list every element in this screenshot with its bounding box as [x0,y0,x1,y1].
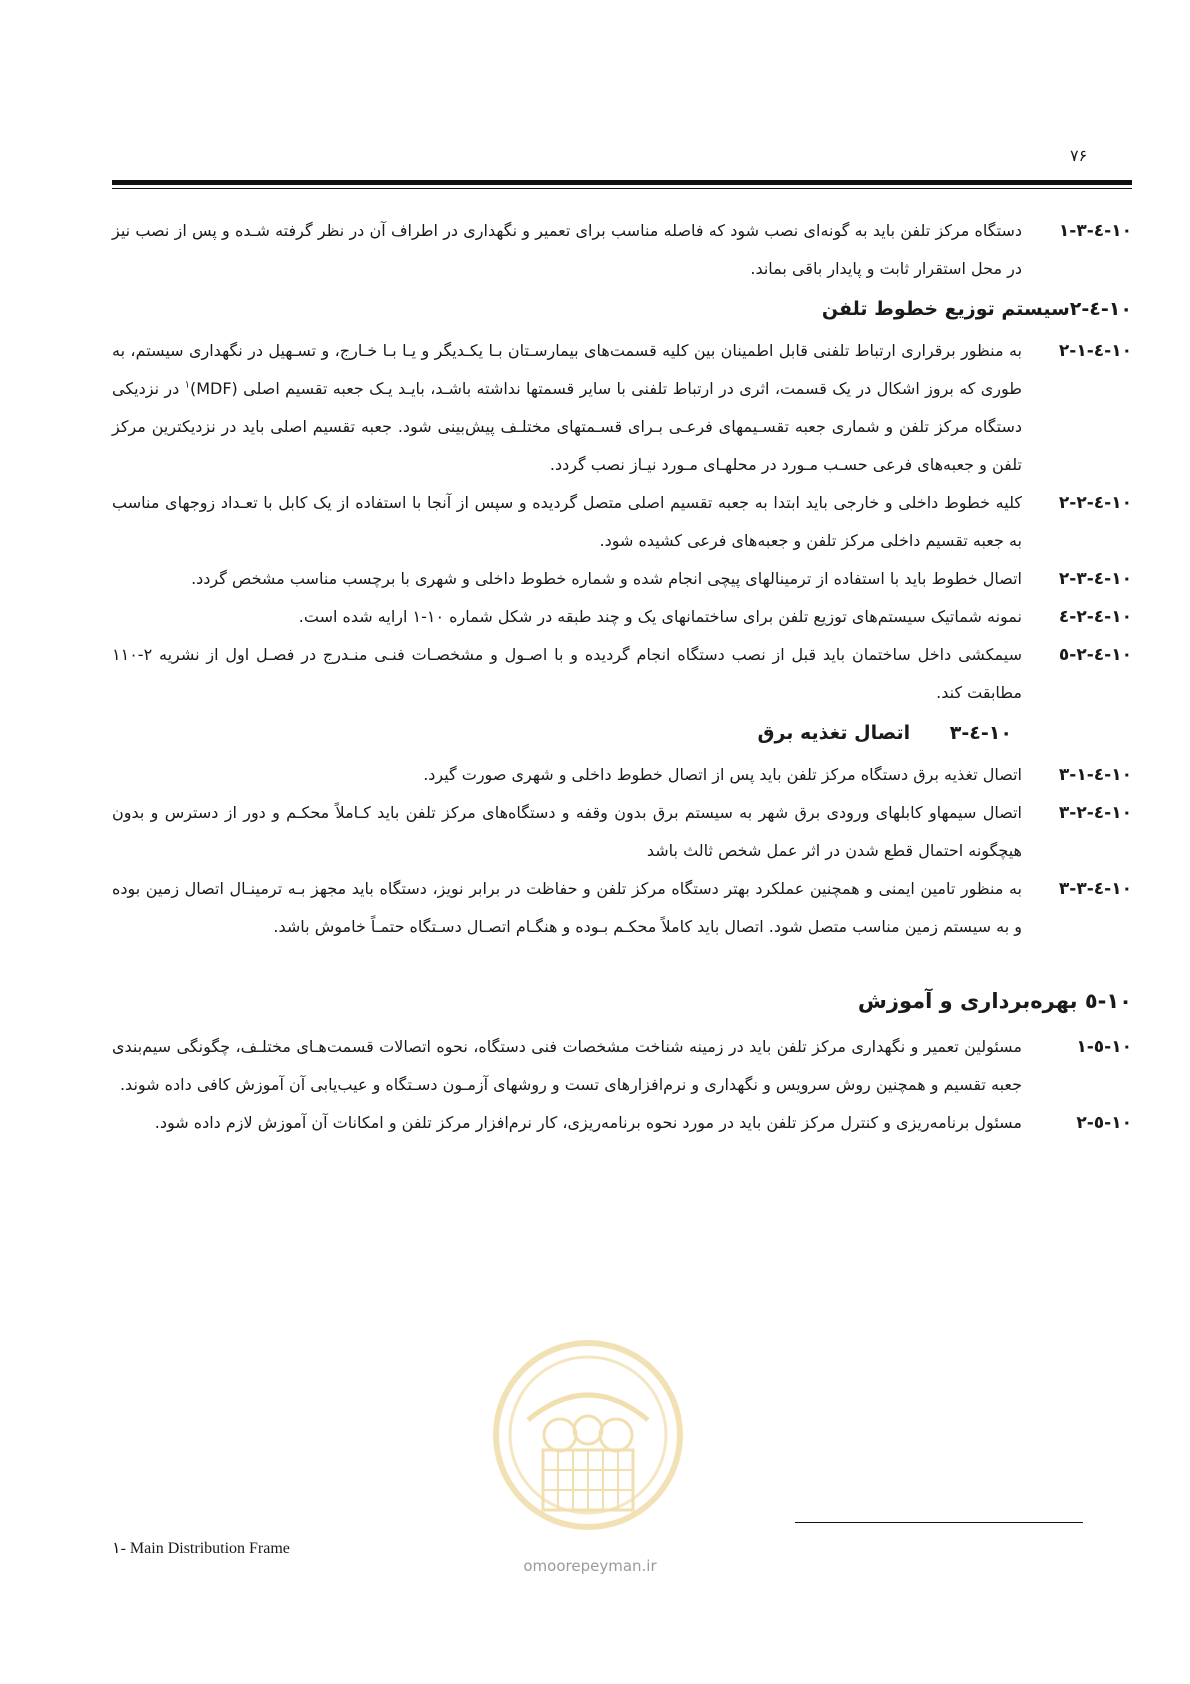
clause-text: اتصال سیمهاو کابلهای ورودی برق شهر به سیستم برق بدون وقفه و دستگاه‌های مرکز تلفن باید کـاملاً محکـم و دور از دسترس و بدون هیچگونه احتمال قطع شدن در اثر عمل شخص ثالث باشد [112,803,1022,860]
clause-text: مسئولین تعمیر و نگهداری مرکز تلفن باید در زمینه شناخت مشخصات فنی دستگاه، نحوه اتصالات قسمت‌هـای مختلـف، چگونگی سیم‌بندی جعبه تقسیم و همچنین روش سرویس و نگهداری و نرم‌افزارهای تست و روشهای آزمـون دسـتگاه و عیب‌یابی آن آموزش کافی داده شوند. [112,1037,1022,1094]
clause-number: ۱۰-٤-۲-۲ [1058,493,1132,513]
watermark-url: omoorepeyman.ir [523,1557,657,1575]
clause-number: ۱۰-٥-۱ [1076,1037,1132,1057]
header-rule-thick [112,180,1132,185]
clause-number: ۱۰-٤-۳-۲ [1058,803,1132,823]
clause-number: ۱۰-٤-۲-٥ [1058,645,1132,665]
clause-number: ۱۰-٤-۲-٤ [1058,607,1132,627]
clause-text: سیمکشی داخل ساختمان باید قبل از نصب دستگاه انجام گردیده و با اصـول و مشخصـات فنـی منـدرج در فصـل اول از نشریه ۲-۱۱۰ مطابقت کند. [112,645,1022,702]
clause-10-4-2-2 [112,484,1132,560]
clause-number: ۱۰-٤-۳-۳ [1058,879,1132,899]
clause-text-part: در نزدیکی دستگاه مرکز تلفن و شماری جعبه تقسـیمهای فرعـی بـرای قسـمتهای مختلـف پیش‌بینی شود. جعبه تقسیم اصلی باید در نزدیکترین مرکز تلفن و جعبه‌های فرعی حسـب مـورد در محلهـای مـورد نیـاز نصب گردد. [112,379,1022,474]
clause-10-4-3-3 [112,870,1132,946]
clause-text-part: به منظور برقراری ارتباط تلفنی قابل اطمینان بین کلیه قسمت‌های بیمارسـتان بـا یکـدیگر و یـا بـا خـارج، و تسـهیل در نگهداری سیستم، به طوری که بروز اشکال در یک قسمت، اثری در ارتباط تلفنی با سایر قسمتها نداشته باشـد، بایـد یـک جعبه تقسیم اصلی (MDF) [112,341,1022,398]
clause-text: مسئول برنامه‌ریزی و کنترل مرکز تلفن باید در مورد نحوه برنامه‌ریزی، کار نرم‌افزار مرکز تلفن و امکانات آن آموزش لازم داده شود. [154,1113,1022,1132]
watermark-seal-icon [488,1330,688,1560]
footnote-rule [795,1522,1083,1523]
clause-text [112,332,1022,484]
page-number: ۷۶ [1070,146,1088,165]
clause-text: به منظور تامین ایمنی و همچنین عملکرد بهتر دستگاه مرکز تلفن و حفاظت در برابر نویز، دستگاه باید مجهز بـه ترمینـال اتصال زمین بوده و به سیستم زمین مناسب متصل شود. اتصال باید کاملاً محکـم بـوده و هنگـام اتصـال دسـتگاه حتمـاً خاموش باشد. [112,879,1022,936]
section-heading-10-5: ۱۰-٥ بهره‌برداری و آموزش [857,989,1132,1013]
clause-10-5-1 [112,1028,1132,1104]
section-heading-10-4-3: ۱۰-٤-۳ اتصال تغذیه برق [757,722,1012,744]
clause-text: اتصال تغذیه برق دستگاه مرکز تلفن باید پس از اتصال خطوط داخلی و شهری صورت گیرد. [423,765,1022,784]
footnote-marker: ۱ [184,379,190,391]
clause-number: ۱۰-٥-۲ [1076,1113,1132,1133]
clause-10-4-2-4 [112,598,1132,636]
clause-number: ۱۰-٤-۳-۱ [1058,765,1132,785]
clause-10-4-2-5 [112,636,1132,712]
clause-10-4-3-2 [112,794,1132,870]
clause-10-5-2 [112,1104,1132,1142]
clause-text: اتصال خطوط باید با استفاده از ترمینالهای پیچی انجام شده و شماره خطوط داخلی و شهری با برچسب مناسب مشخص گردد. [191,569,1022,588]
clause-10-4-3-1 [112,756,1132,794]
clause-number: ۱۰-٤-۱-۳ [1058,221,1132,241]
clause-10-4-2-3 [112,560,1132,598]
section-heading-10-4-2: ۱۰-٤-۲سیستم توزیع خطوط تلفن [821,298,1132,320]
header-rule-thin [112,188,1132,189]
clause-text: نمونه شماتیک سیستم‌های توزیع تلفن برای ساختمانهای یک و چند طبقه در شکل شماره ۱۰-۱ ارایه شده است. [298,607,1022,626]
clause-text: کلیه خطوط داخلی و خارجی باید ابتدا به جعبه تقسیم اصلی متصل گردیده و سپس از آنجا با استفاده از یک کابل با تعـداد زوجهای مناسب به جعبه تقسیم داخلی مرکز تلفن و جعبه‌های فرعی کشیده شود. [112,493,1022,550]
clause-10-4-1-3 [112,212,1132,288]
clause-number: ۱۰-٤-۲-۱ [1058,341,1132,361]
document-body [112,212,1132,1142]
clause-10-4-2-1 [112,332,1132,484]
footnote: ۱- Main Distribution Frame [112,1540,290,1557]
clause-number: ۱۰-٤-۲-۳ [1058,569,1132,589]
clause-text: دستگاه مرکز تلفن باید به گونه‌ای نصب شود که فاصله مناسب برای تعمیر و نگهداری در اطراف آن در نظر گرفته شـده و پس از نصب نیز در محل استقرار ثابت و پایدار باقی بماند. [112,221,1022,278]
